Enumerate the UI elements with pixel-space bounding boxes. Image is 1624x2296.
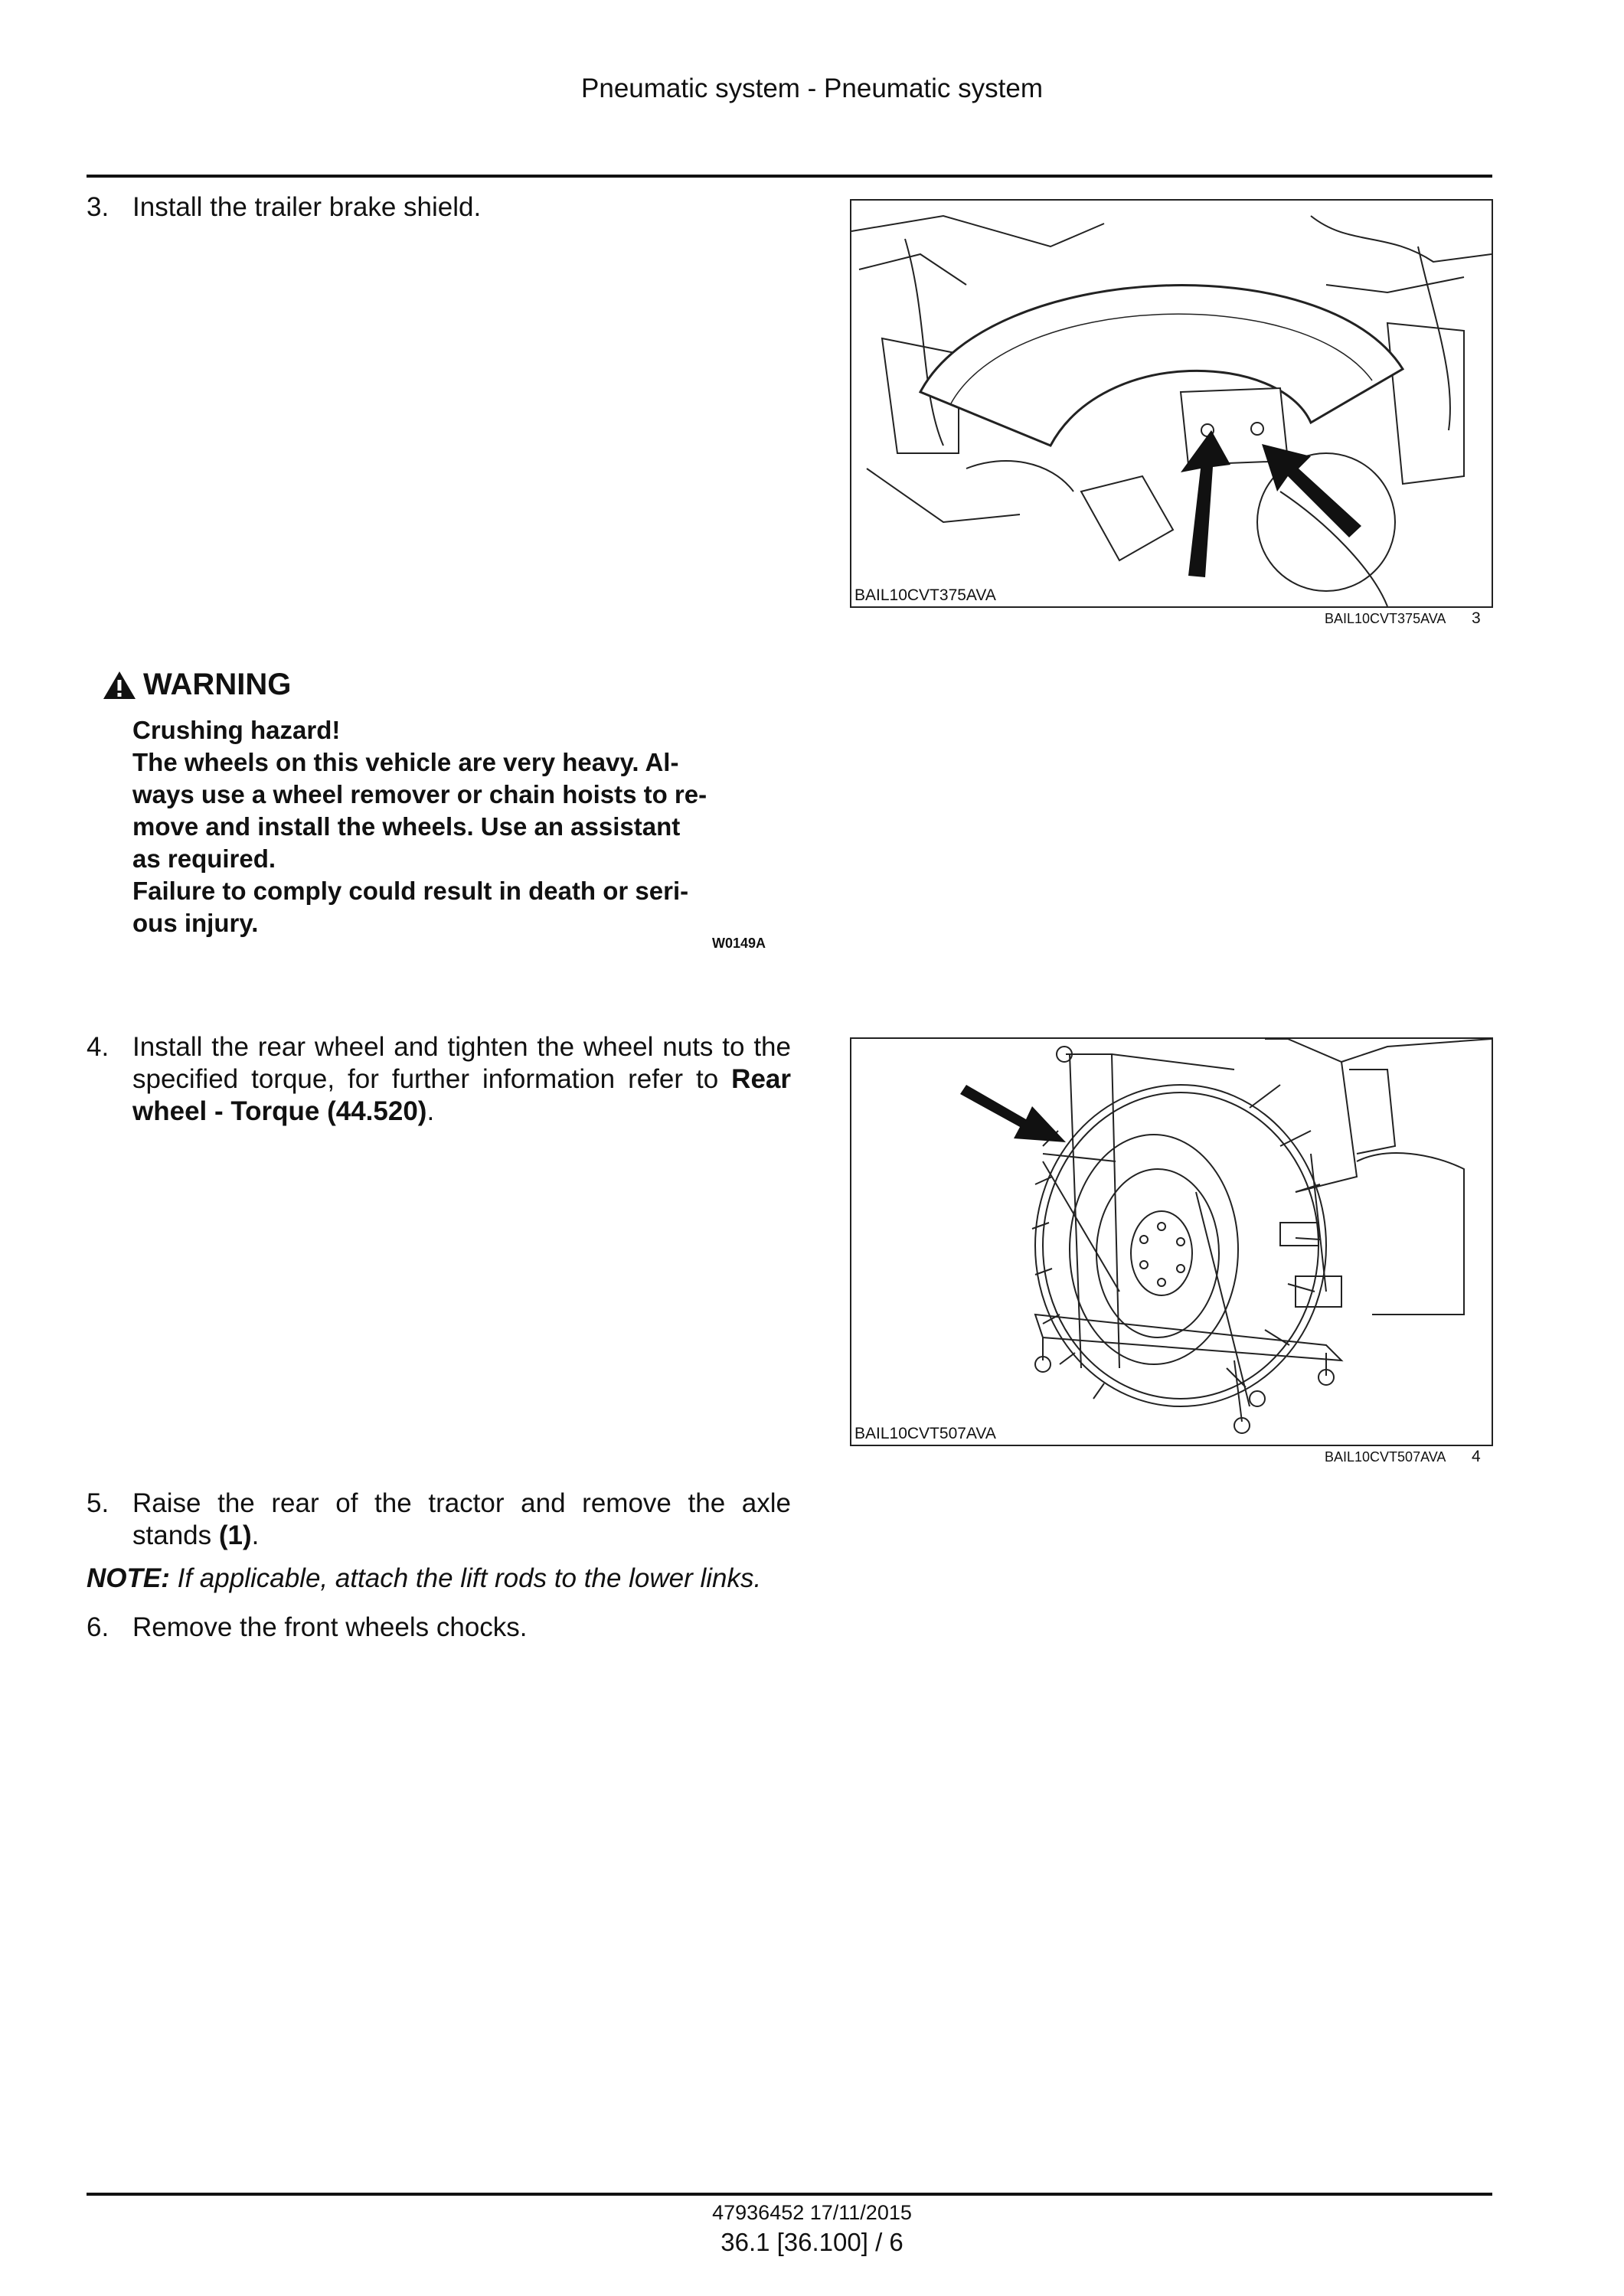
footer-document-number: 47936452 17/11/2015 — [712, 2201, 912, 2224]
warning-triangle-icon — [102, 670, 137, 701]
callout-reference: (1) — [218, 1520, 252, 1550]
trailer-brake-shield-illustration — [851, 201, 1492, 606]
footer-page-number: 36.1 [36.100] / 6 — [721, 2228, 903, 2256]
step-number: 5. — [87, 1488, 109, 1518]
figure-reference: BAIL10CVT507AVA — [1325, 1449, 1446, 1465]
step-text: Remove the front wheels chocks. — [132, 1612, 528, 1642]
figure-trailer-brake-shield — [850, 199, 1493, 608]
step-text — [132, 1031, 791, 1128]
step-text-part: Raise the rear of the tractor and remove the axle stands — [132, 1488, 791, 1550]
figure-image-code: BAIL10CVT375AVA — [854, 586, 996, 604]
page-header-title: Pneumatic system - Pneumatic system — [581, 73, 1043, 103]
warning-block — [102, 668, 776, 951]
step-text-part: . — [251, 1520, 260, 1550]
warning-line: ous injury. — [132, 909, 259, 937]
warning-line: move and install the wheels. Use an assistant — [132, 812, 681, 841]
header-rule — [87, 175, 1492, 178]
warning-line: The wheels on this vehicle are very heavy. Al- — [132, 748, 679, 776]
step-text-part: . — [426, 1096, 435, 1126]
figure-number: 3 — [1472, 609, 1481, 627]
step-4 — [87, 1031, 791, 1131]
warning-title — [102, 668, 776, 702]
step-number: 6. — [87, 1612, 109, 1642]
step-text — [132, 1488, 791, 1552]
warning-title-text: WARNING — [143, 668, 292, 701]
step-text: Install the trailer brake shield. — [132, 192, 482, 222]
footer-rule — [87, 2193, 1492, 2196]
figure-image-code: BAIL10CVT507AVA — [854, 1425, 996, 1442]
step-text-part: Install the rear wheel and tighten the wheel nuts to the specified torque, for further information refer to — [132, 1032, 791, 1094]
warning-line: as required. — [132, 844, 276, 873]
note-text: If applicable, attach the lift rods to the lower links. — [169, 1563, 762, 1593]
figure-reference: BAIL10CVT375AVA — [1325, 611, 1446, 626]
figure-number: 4 — [1472, 1448, 1481, 1465]
figure-rear-wheel-installation — [850, 1037, 1493, 1446]
warning-line: ways use a wheel remover or chain hoists to re- — [132, 780, 707, 808]
note — [87, 1563, 761, 1594]
torque-reference-link[interactable]: Rear wheel - Torque (44.520) — [132, 1064, 791, 1126]
warning-line: Failure to comply could result in death or seri- — [132, 877, 689, 905]
step-5 — [87, 1488, 791, 1556]
step-6 — [87, 1612, 791, 1650]
warning-line: Crushing hazard! — [132, 716, 341, 744]
step-number: 4. — [87, 1032, 109, 1062]
rear-wheel-remover-illustration — [851, 1039, 1492, 1445]
step-number: 3. — [87, 192, 109, 222]
warning-code: W0149A — [712, 936, 766, 951]
note-label: NOTE: — [87, 1563, 170, 1593]
